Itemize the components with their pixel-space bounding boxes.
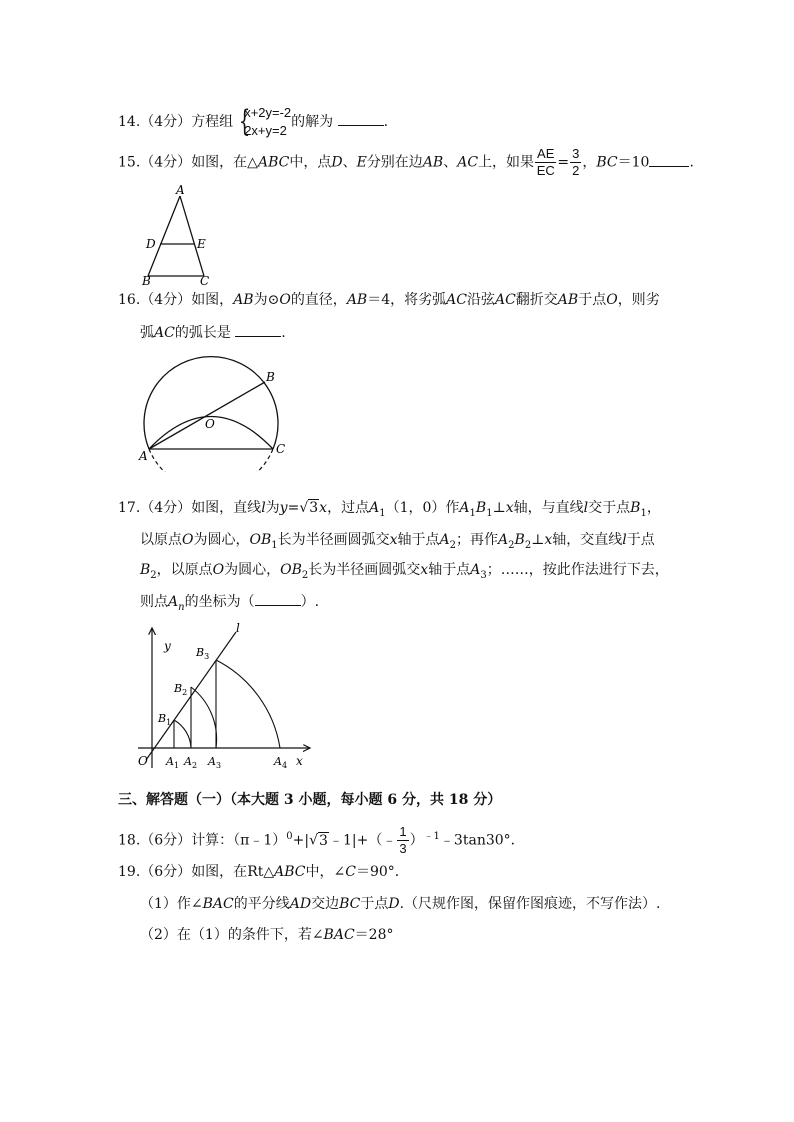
frac-numerator: AE — [537, 146, 555, 161]
q18-score: （6分） — [140, 832, 192, 849]
diameter-ab — [149, 382, 265, 449]
q15-equals: = — [557, 154, 570, 171]
label-b: B — [266, 370, 275, 384]
q16-text: 如图， — [191, 292, 234, 308]
question-19 — [118, 862, 409, 882]
section-3-heading: 三、解答题（一）（本大题 3 小题，每小题 6 分，共 18 分） — [118, 792, 502, 808]
q19-abc: ABC — [274, 864, 306, 880]
question-17-line-2: 以原点O为圆心，$OB_1$长为半径画圆弧交x轴于点$A_2$；再作$A_2B_2\perp x$轴，交直线l于点 — [140, 532, 655, 551]
q18-text: ） — [409, 832, 424, 849]
q17-text: 为 — [265, 500, 280, 516]
q17-score: （4分） — [140, 500, 192, 516]
q19-text: 于点 — [360, 896, 389, 912]
q19-var: AD — [289, 896, 312, 912]
q15-abc: ABC — [257, 154, 290, 171]
q15-text-4: 上，如果 — [478, 154, 535, 171]
q17-text: ）. — [300, 594, 320, 610]
q18-text: +| — [292, 832, 310, 849]
q14-text: 方程组 — [191, 114, 234, 130]
label-b2: $B_2$ — [174, 682, 188, 697]
q16-ab: AB — [346, 292, 368, 308]
q17-var: l — [622, 532, 627, 548]
q16-text: 的弧长是 — [174, 325, 231, 341]
q17-var: l — [261, 500, 266, 516]
label-d: D — [146, 237, 156, 251]
frac-denominator: 2 — [572, 163, 580, 178]
q17-var: y — [279, 500, 288, 516]
q17-var: O — [212, 562, 225, 578]
q17-text: 的坐标为（ — [184, 594, 255, 610]
q19-var: BAC — [202, 896, 234, 912]
q15-text-5: ＝10 — [617, 154, 650, 171]
label-c: C — [276, 442, 286, 456]
q16-o: O — [279, 292, 291, 308]
q15-ac: AC — [457, 154, 479, 171]
q17-var: OB — [280, 562, 302, 578]
q14-period: . — [383, 114, 389, 130]
q17-text: （1，0）作 — [385, 500, 460, 516]
q15-sep: 、 — [342, 154, 357, 171]
q17-sub-n: n — [178, 601, 185, 613]
q17-var: O — [182, 532, 194, 548]
q17-text: 交于点 — [588, 500, 631, 516]
q17-var: x — [505, 500, 514, 516]
q18-text: 计算：（π﹣1） — [191, 832, 287, 849]
q17-var: x — [389, 532, 398, 548]
q15-number: 15. — [118, 154, 141, 171]
q15-d: D — [331, 154, 343, 171]
q17-text: 长为半径画圆弧交 — [277, 532, 390, 548]
q17-var: B — [140, 562, 151, 578]
label-l: l — [236, 621, 240, 635]
frac-numerator: 1 — [399, 824, 407, 839]
q17-var: OB — [249, 532, 272, 548]
q17-var: A — [369, 500, 380, 516]
q15-ab: AB — [422, 154, 444, 171]
fraction-3-2 — [570, 146, 581, 179]
frac-denominator: EC — [536, 163, 555, 178]
label-e: E — [197, 237, 206, 251]
label-x: x — [296, 754, 303, 768]
q16-text: 翻折交 — [515, 292, 558, 308]
q16-text: 为⊙ — [253, 292, 280, 308]
q16-ac: AC — [446, 292, 467, 308]
question-18: 18.（6分）计算：（π﹣1）$^0$+|√3﹣1|+（﹣ $\frac{1}{3}$ ）$^{﹣1}$﹣3tan30°． — [118, 824, 525, 856]
label-o: O — [138, 754, 148, 768]
frac-numerator: 3 — [572, 146, 580, 161]
q16-text: 弧 — [140, 325, 154, 341]
q15-e: E — [356, 154, 367, 171]
figure-15-triangle — [138, 182, 218, 286]
figure-16-circle — [135, 352, 295, 472]
q17-number: 17. — [118, 500, 141, 516]
question-17-line-1: 17.（4分）如图，直线l为y=√3x，过点$A_1(1$，0）作$A_1B_1\perp x$轴，与直线l交于点$B_1$， — [118, 500, 661, 519]
q18-exponent: ﹣1 — [423, 830, 440, 842]
question-16-line-2 — [140, 322, 286, 343]
q16-period: . — [281, 325, 286, 341]
q17-text: ⊥ — [531, 532, 545, 548]
fraction-1-3 — [397, 824, 408, 857]
q17-var: x — [319, 500, 328, 516]
question-16-line-1 — [118, 290, 660, 310]
q16-ab: AB — [233, 292, 254, 308]
q18-sqrt: 3 — [319, 832, 328, 849]
side-ac — [180, 196, 204, 276]
q16-text: 于点 — [578, 292, 607, 308]
q14-text-2: 的解为 — [291, 114, 334, 130]
q19-text: （2）在（1）的条件下，若∠ — [140, 927, 324, 943]
label-a4: $A_4$ — [274, 755, 288, 770]
q15-answer-blank[interactable] — [649, 152, 689, 167]
q16-text: ＝4，将劣弧 — [367, 292, 447, 308]
question-17-line-4 — [140, 591, 319, 618]
question-15: 15.（4分）如图，在△ABC中，点D、E分别在边AB、AC上，如果 $\frac{AE}{EC}$ = $\frac{3}{2}$ ，BC＝10 . — [118, 146, 694, 178]
q17-equals: = — [287, 500, 300, 516]
q17-var: x — [420, 562, 429, 578]
q15-score: （4分） — [140, 154, 192, 171]
q17-text: 为圆心， — [193, 532, 250, 548]
q17-var: B — [514, 532, 525, 548]
q17-var: A — [498, 532, 509, 548]
q14-equation-1: x+2y=-2 — [244, 105, 292, 120]
q17-var: A — [439, 532, 450, 548]
label-a1: $A_1$ — [166, 755, 180, 770]
q14-equation-2: 2x+y=2 — [244, 123, 287, 138]
q16-score: （4分） — [140, 292, 192, 308]
question-17-line-3: $B_2$，以原点O为圆心，$OB_2$长为半径画圆弧交x轴于点$A_3$；……，按此作法进行下去， — [140, 562, 669, 581]
q19-var: D — [388, 896, 400, 912]
q16-o: O — [606, 292, 618, 308]
q16-ac: AC — [154, 325, 175, 341]
q18-exponent: 0 — [286, 830, 293, 842]
q19-text: 的平分线 — [233, 896, 290, 912]
q15-comma: ， — [582, 154, 597, 171]
label-a3: $A_3$ — [208, 755, 222, 770]
q19-text: ＝90°． — [355, 864, 409, 880]
q19-var: BAC — [323, 927, 355, 943]
q17-var: A — [168, 594, 179, 610]
figure-17-coordinate — [134, 620, 314, 780]
q15-bc: BC — [596, 154, 618, 171]
q19-text: 如图，在 — [191, 864, 248, 880]
label-a2: $A_2$ — [184, 755, 198, 770]
q15-period: . — [689, 154, 694, 171]
label-b1: $B_1$ — [158, 712, 172, 727]
q17-var: l — [583, 500, 589, 516]
q19-text: （1）作∠ — [140, 896, 203, 912]
q16-text: 的直径， — [290, 292, 347, 308]
q14-score: （4分） — [140, 114, 192, 130]
q17-text: 为圆心， — [224, 562, 281, 578]
q19-text: ＝28° — [354, 927, 394, 943]
q18-number: 18. — [118, 832, 141, 849]
q19-rt: Rt△ — [247, 864, 275, 880]
q16-text: ，则劣 — [617, 292, 660, 308]
q17-text: ⊥ — [492, 500, 506, 516]
q17-var: B — [630, 500, 641, 516]
q17-text: ；……，按此作法进行下去， — [486, 562, 669, 578]
q15-text-2: 中，点 — [289, 154, 332, 171]
q19-score: （6分） — [140, 864, 192, 880]
q16-number: 16. — [118, 292, 141, 308]
q17-var: A — [459, 500, 470, 516]
q17-text: 轴，与直线 — [513, 500, 584, 516]
fraction-ae-ec — [535, 146, 556, 179]
q17-text: 则点 — [140, 594, 168, 610]
q17-answer-blank[interactable] — [255, 591, 301, 606]
q17-var: A — [470, 562, 481, 578]
label-b: B — [142, 274, 151, 286]
q17-text: ；再作 — [456, 532, 499, 548]
q19-c: C — [345, 864, 356, 880]
q16-ac: AC — [494, 292, 516, 308]
question-14 — [118, 104, 388, 140]
question-19-part-2 — [140, 925, 394, 945]
q19-text: 交边 — [311, 896, 340, 912]
q16-text: 沿弦 — [466, 292, 495, 308]
q19-number: 19. — [118, 864, 141, 880]
q17-text: 长为半径画圆弧交 — [308, 562, 421, 578]
q17-text: ，以原点 — [156, 562, 213, 578]
q17-text: 轴，交直线 — [552, 532, 623, 548]
q14-number: 14. — [118, 114, 141, 130]
q19-var: BC — [339, 896, 361, 912]
label-y: y — [164, 639, 171, 653]
q17-text: 于点 — [626, 532, 655, 548]
q18-text: ﹣3tan30°． — [439, 832, 525, 849]
label-a: A — [139, 449, 148, 463]
arc-3 — [216, 660, 280, 748]
q19-text: .（尺规作图，保留作图痕迹，不写作法）. — [399, 896, 661, 912]
q17-text: 以原点 — [140, 532, 182, 548]
question-19-part-1 — [140, 894, 661, 914]
label-c: C — [200, 274, 210, 286]
q18-text: ﹣1|+（﹣ — [328, 832, 397, 849]
q17-text: 如图，直线 — [191, 500, 262, 516]
label-b3: $B_3$ — [196, 646, 210, 661]
arc-2 — [191, 687, 217, 748]
q16-answer-blank[interactable] — [235, 322, 281, 337]
frac-denominator: 3 — [399, 841, 407, 856]
q14-answer-blank[interactable] — [338, 111, 384, 126]
q15-text: 如图，在△ — [191, 154, 258, 171]
q15-text-3: 分别在边 — [366, 154, 423, 171]
q17-text: 轴于点 — [428, 562, 471, 578]
equation-system — [235, 104, 291, 140]
label-a: A — [176, 183, 185, 197]
label-o: O — [205, 417, 215, 431]
side-ab — [148, 196, 180, 276]
q17-var: x — [544, 532, 553, 548]
q17-text: ，过点 — [327, 500, 370, 516]
minor-arc-dashed — [149, 449, 273, 472]
q19-text: 中，∠ — [305, 864, 346, 880]
q17-text: 轴于点 — [397, 532, 440, 548]
q17-sqrt: 3 — [309, 500, 319, 516]
q16-ab: AB — [557, 292, 579, 308]
left-brace-icon: { — [239, 104, 251, 139]
arc-1 — [174, 720, 191, 748]
